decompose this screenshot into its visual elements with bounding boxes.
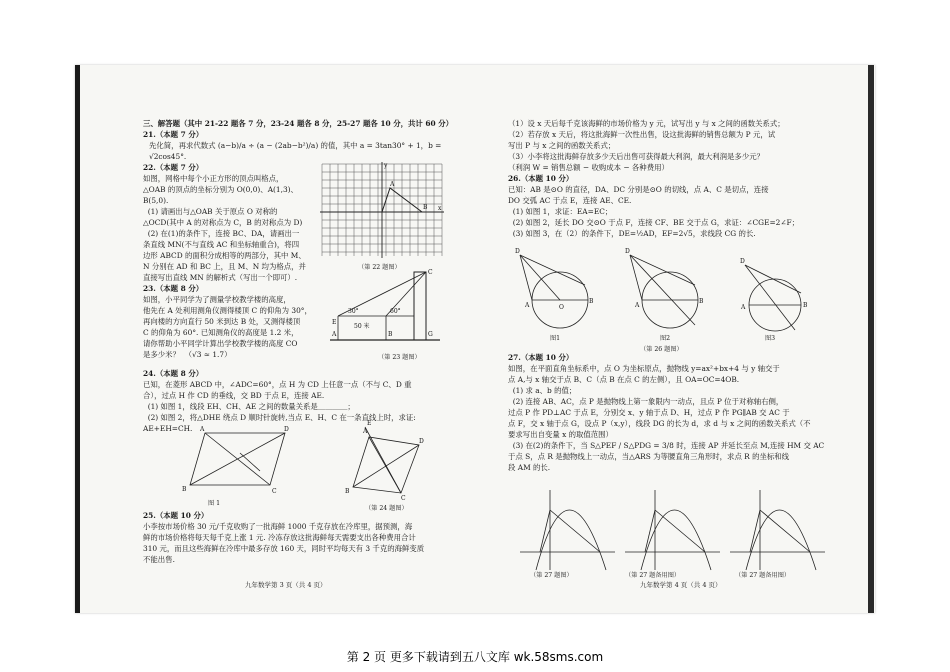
q22-line: N 分别在 AD 和 BC 上，且 M、N 均为格点，并 — [143, 262, 306, 271]
svg-text:B: B — [423, 204, 428, 211]
q25-line: 鲜的市场价格将每天每千克上涨 1 元. 冷冻存放这批海鲜每天需要支出各种费用合计 — [143, 533, 416, 542]
q23-line: C 的仰角为 60°. 已知测角仪的高度是 1.2 米， — [143, 328, 299, 337]
q27-fig3-caption: （第 27 题备用图） — [735, 572, 791, 579]
q26-fig-label-1: 图1 — [550, 335, 561, 342]
svg-text:D: D — [419, 438, 424, 445]
q24-line: (1) 如图 1，线段 EH、CH、AE 之间的数量关系是＿＿＿＿； — [143, 402, 355, 411]
svg-text:D: D — [284, 426, 289, 433]
svg-text:A: A — [741, 304, 746, 311]
svg-text:x: x — [438, 205, 442, 212]
q21-text: 先化简，再求代数式 (a−b)/a ÷ (a − (2ab−b²)/a) 的值，其中 a = 3tan30° + 1，b = √2cos45°. — [149, 141, 444, 161]
q26-fig2 — [625, 248, 704, 328]
q22-line: 边形 ABCD 的面积分成相等的两部分，其中 M、 — [143, 251, 306, 260]
q25-cont-line: （利润 W = 销售总额 − 收购成本 − 各种费用） — [508, 163, 669, 172]
q25-cont-line: （2）若存放 x 天后，将这批海鲜一次性出售，设这批海鲜的销售总额为 P 元，试 — [508, 130, 776, 139]
q24-fig1-caption: 图 1 — [208, 500, 221, 507]
q22-line: 直接写出直线 MN 的解析式（写出一个即可）. — [143, 273, 298, 282]
q25-cont-line: 写出 P 与 x 之间的函数关系式； — [508, 141, 616, 150]
q22-line: 如图，网格中每个小正方形的顶点叫格点， — [143, 174, 284, 183]
q22-line: △OCD(其中 A 的对称点为 C，B 的对称点为 D) — [143, 218, 303, 227]
q24-fig2 — [345, 420, 425, 502]
scan-edge-right — [868, 65, 874, 613]
q27-fig3 — [730, 490, 825, 570]
svg-text:B: B — [388, 331, 393, 338]
q23-line: 如图，小平同学为了测量学校教学楼的高度， — [143, 295, 291, 304]
q23-line: 请你帮助小平同学计算出学校教学楼的高度 CO — [143, 339, 298, 348]
q27-figures — [520, 490, 840, 570]
q23-line: 再向楼的方向直行 50 米到达 B 处，又测得楼顶 — [143, 317, 301, 326]
angle-30: 30° — [348, 308, 359, 315]
q24-line: 已知，在菱形 ABCD 中，∠ADC=60°，点 H 为 CD 上任意一点（不与 C、D 重 — [143, 380, 412, 389]
svg-text:E: E — [332, 319, 337, 326]
svg-text:D: D — [625, 248, 630, 255]
download-note: 第 2 页 更多下载请到五八文库 wk.58sms.com — [346, 650, 604, 664]
q26-line: (1) 如图 1，求证：EA=EC； — [508, 207, 613, 216]
q23-title: 23.（本题 8 分） — [143, 284, 204, 293]
q27-fig1-caption: （第 27 题图） — [530, 572, 573, 579]
svg-text:A: A — [635, 302, 640, 309]
q25-line: 小李按市场价格 30 元/千克收购了一批海鲜 1000 千克存放在冷库里，据预测，海 — [143, 522, 413, 531]
q27-title: 27.（本题 10 分） — [508, 353, 574, 362]
svg-text:B: B — [699, 298, 704, 305]
svg-text:B: B — [345, 488, 350, 495]
svg-text:G: G — [428, 331, 433, 338]
q27-line: 过点 P 作 PD⊥AC 于点 E，分别交 x、y 轴于点 D、H，过点 P 作 PG∥AB 交 AC 于 — [508, 408, 790, 417]
q22-grid-figure — [318, 160, 448, 260]
q26-line: (2) 如图 2，延长 DO 交⊙O 于点 F，连接 CF、BE 交于点 G，求证：∠CGE=2∠F； — [508, 218, 800, 227]
q27-block — [508, 352, 833, 473]
q21-title: 21.（本题 7 分） — [143, 130, 204, 139]
q25-cont-line: （1）设 x 天后每千克该海鲜的市场价格为 y 元，试写出 y 与 x 之间的函数关系式； — [508, 119, 785, 128]
q26-fig-label-2: 图2 — [660, 335, 671, 342]
q24-title: 24.（本题 8 分） — [143, 369, 204, 378]
q27-line: (2) 连接 AB、AC，点 P 是抛物线上第一象限内一动点，且点 P 位于对称轴右侧， — [508, 397, 784, 406]
building — [414, 272, 426, 340]
q27-line: (1) 求 a、b 的值； — [508, 386, 577, 395]
q24-line: AE+EH=CH. — [143, 424, 193, 433]
q27-line: 要求写出自变量 x 的取值范围） — [508, 430, 613, 439]
svg-text:A: A — [363, 428, 368, 435]
svg-text:A: A — [200, 426, 205, 433]
q27-line: 如图，在平面直角坐标系中，点 O 为坐标原点，抛物线 y=ax²+bx+4 与 y 轴交于 — [508, 364, 780, 373]
q26-fig-caption: （第 26 题图） — [640, 346, 683, 353]
q26-fig3 — [740, 258, 808, 331]
q27-fig2 — [625, 490, 720, 570]
q22-line: △OAB 的顶点的坐标分别为 O(0,0)、A(1,3)、 — [143, 185, 298, 194]
svg-text:B: B — [182, 486, 187, 493]
q25-block — [143, 510, 473, 565]
q26-figures — [515, 245, 835, 345]
q24-fig2-caption: （第 24 题图） — [365, 505, 408, 512]
right-page — [508, 118, 833, 239]
svg-text:C: C — [428, 269, 433, 276]
q26-line: DO 交弧 AC 于点 E，连接 AE、CE. — [508, 196, 632, 205]
svg-text:A: A — [332, 331, 337, 338]
q24-line: (2) 如图 2，将△DHE 绕点 D 顺时针旋转,当点 E、H、C 在一条直线上时，求证: — [143, 413, 416, 422]
svg-text:D: D — [740, 258, 745, 265]
q24-fig1 — [180, 425, 290, 495]
svg-text:B: B — [803, 302, 808, 309]
q26-title: 26.（本题 10 分） — [508, 174, 574, 183]
q26-fig1 — [515, 248, 594, 328]
q26-line: (3) 如图 3，在（2）的条件下，DE=½AD，EF=2√5，求线段 CG 的长. — [508, 229, 756, 238]
svg-text:B: B — [589, 298, 594, 305]
section-header: 三、解答题（其中 21-22 题各 7 分，23-24 题各 8 分，25-27 题各 10 分，共计 60 分） — [143, 119, 454, 128]
q22-line: (2) 在(1)的条件下，连接 BC、DA，请画出一 — [143, 229, 300, 238]
q27-line: 段 AM 的长. — [508, 463, 551, 472]
q22-fig-caption: （第 22 题图） — [358, 264, 401, 271]
left-page-footer: 九年数学第 3 页（共 4 页） — [245, 581, 327, 589]
q23-line: 是多少米？ （√3 ≈ 1.7） — [143, 350, 232, 359]
q26-fig-label-3: 图3 — [765, 335, 776, 342]
q23-fig-caption: （第 23 题图） — [378, 354, 421, 361]
svg-text:y: y — [384, 162, 388, 169]
q22-line: 条直线 MN(不与直线 AC 和坐标轴重合)，将四 — [143, 240, 300, 249]
scan-edge-left — [75, 65, 80, 613]
svg-text:D: D — [515, 248, 520, 255]
q26-line: 已知：AB 是⊙O 的直径，DA、DC 分别是⊙O 的切线，点 A、C 是切点，连接 — [508, 185, 769, 194]
svg-text:O: O — [559, 304, 564, 311]
q22-line: B(5,0). — [143, 196, 169, 205]
svg-text:E: E — [367, 420, 372, 427]
q27-fig1 — [520, 490, 615, 570]
svg-text:C: C — [401, 495, 406, 502]
q27-line: 于点 S，点 R 是抛物线上一动点，当△ARS 为等腰直角三角形时，求点 R 的坐标和线 — [508, 452, 790, 461]
q27-line: (3) 在(2)的条件下，当 S△PEF / S△PDG = 3/8 时，连接 AP 并延长至点 M,连接 HM 交 AC — [508, 441, 825, 450]
right-page-footer: 九年数学第 4 页（共 4 页） — [640, 581, 722, 589]
svg-text:C: C — [272, 488, 277, 495]
q25-line: 310 元，而且这些海鲜在冷库中最多存放 160 天，同时平均每天有 3 千克的海鲜变质 — [143, 544, 425, 553]
q22-line: (1) 请画出与△OAB 关于原点 O 对称的 — [143, 207, 278, 216]
svg-text:A: A — [525, 302, 530, 309]
distance-label: 50 米 — [354, 323, 370, 330]
q25-title: 25.（本题 10 分） — [143, 511, 209, 520]
q23-building-figure — [330, 266, 450, 346]
q23-line: 他先在 A 处利用测角仪测得楼顶 C 的仰角为 30°， — [143, 306, 312, 315]
q25-cont-line: （3）小李将这批海鲜存放多少天后出售可获得最大利润，最大利润是多少元？ — [508, 152, 764, 161]
q27-line: 点 F，交 x 轴于点 G，设点 P（x,y），线段 DG 的长为 d，求 d 与 x 之间的函数关系式（不 — [508, 419, 811, 428]
q24-line: 合），过点 H 作 CD 的垂线，交 BD 于点 E，连接 AE. — [143, 391, 325, 400]
q25-line: 不能出售. — [143, 555, 175, 564]
svg-text:A: A — [390, 181, 395, 188]
angle-60: 60° — [390, 308, 401, 315]
q27-line: 点 A,与 x 轴交于点 B、C（点 B 在点 C 的左侧），且 OA=OC=4OB. — [508, 375, 740, 384]
q22-title: 22.（本题 7 分） — [143, 163, 204, 172]
q27-fig2-caption: （第 27 题备用图） — [625, 572, 681, 579]
